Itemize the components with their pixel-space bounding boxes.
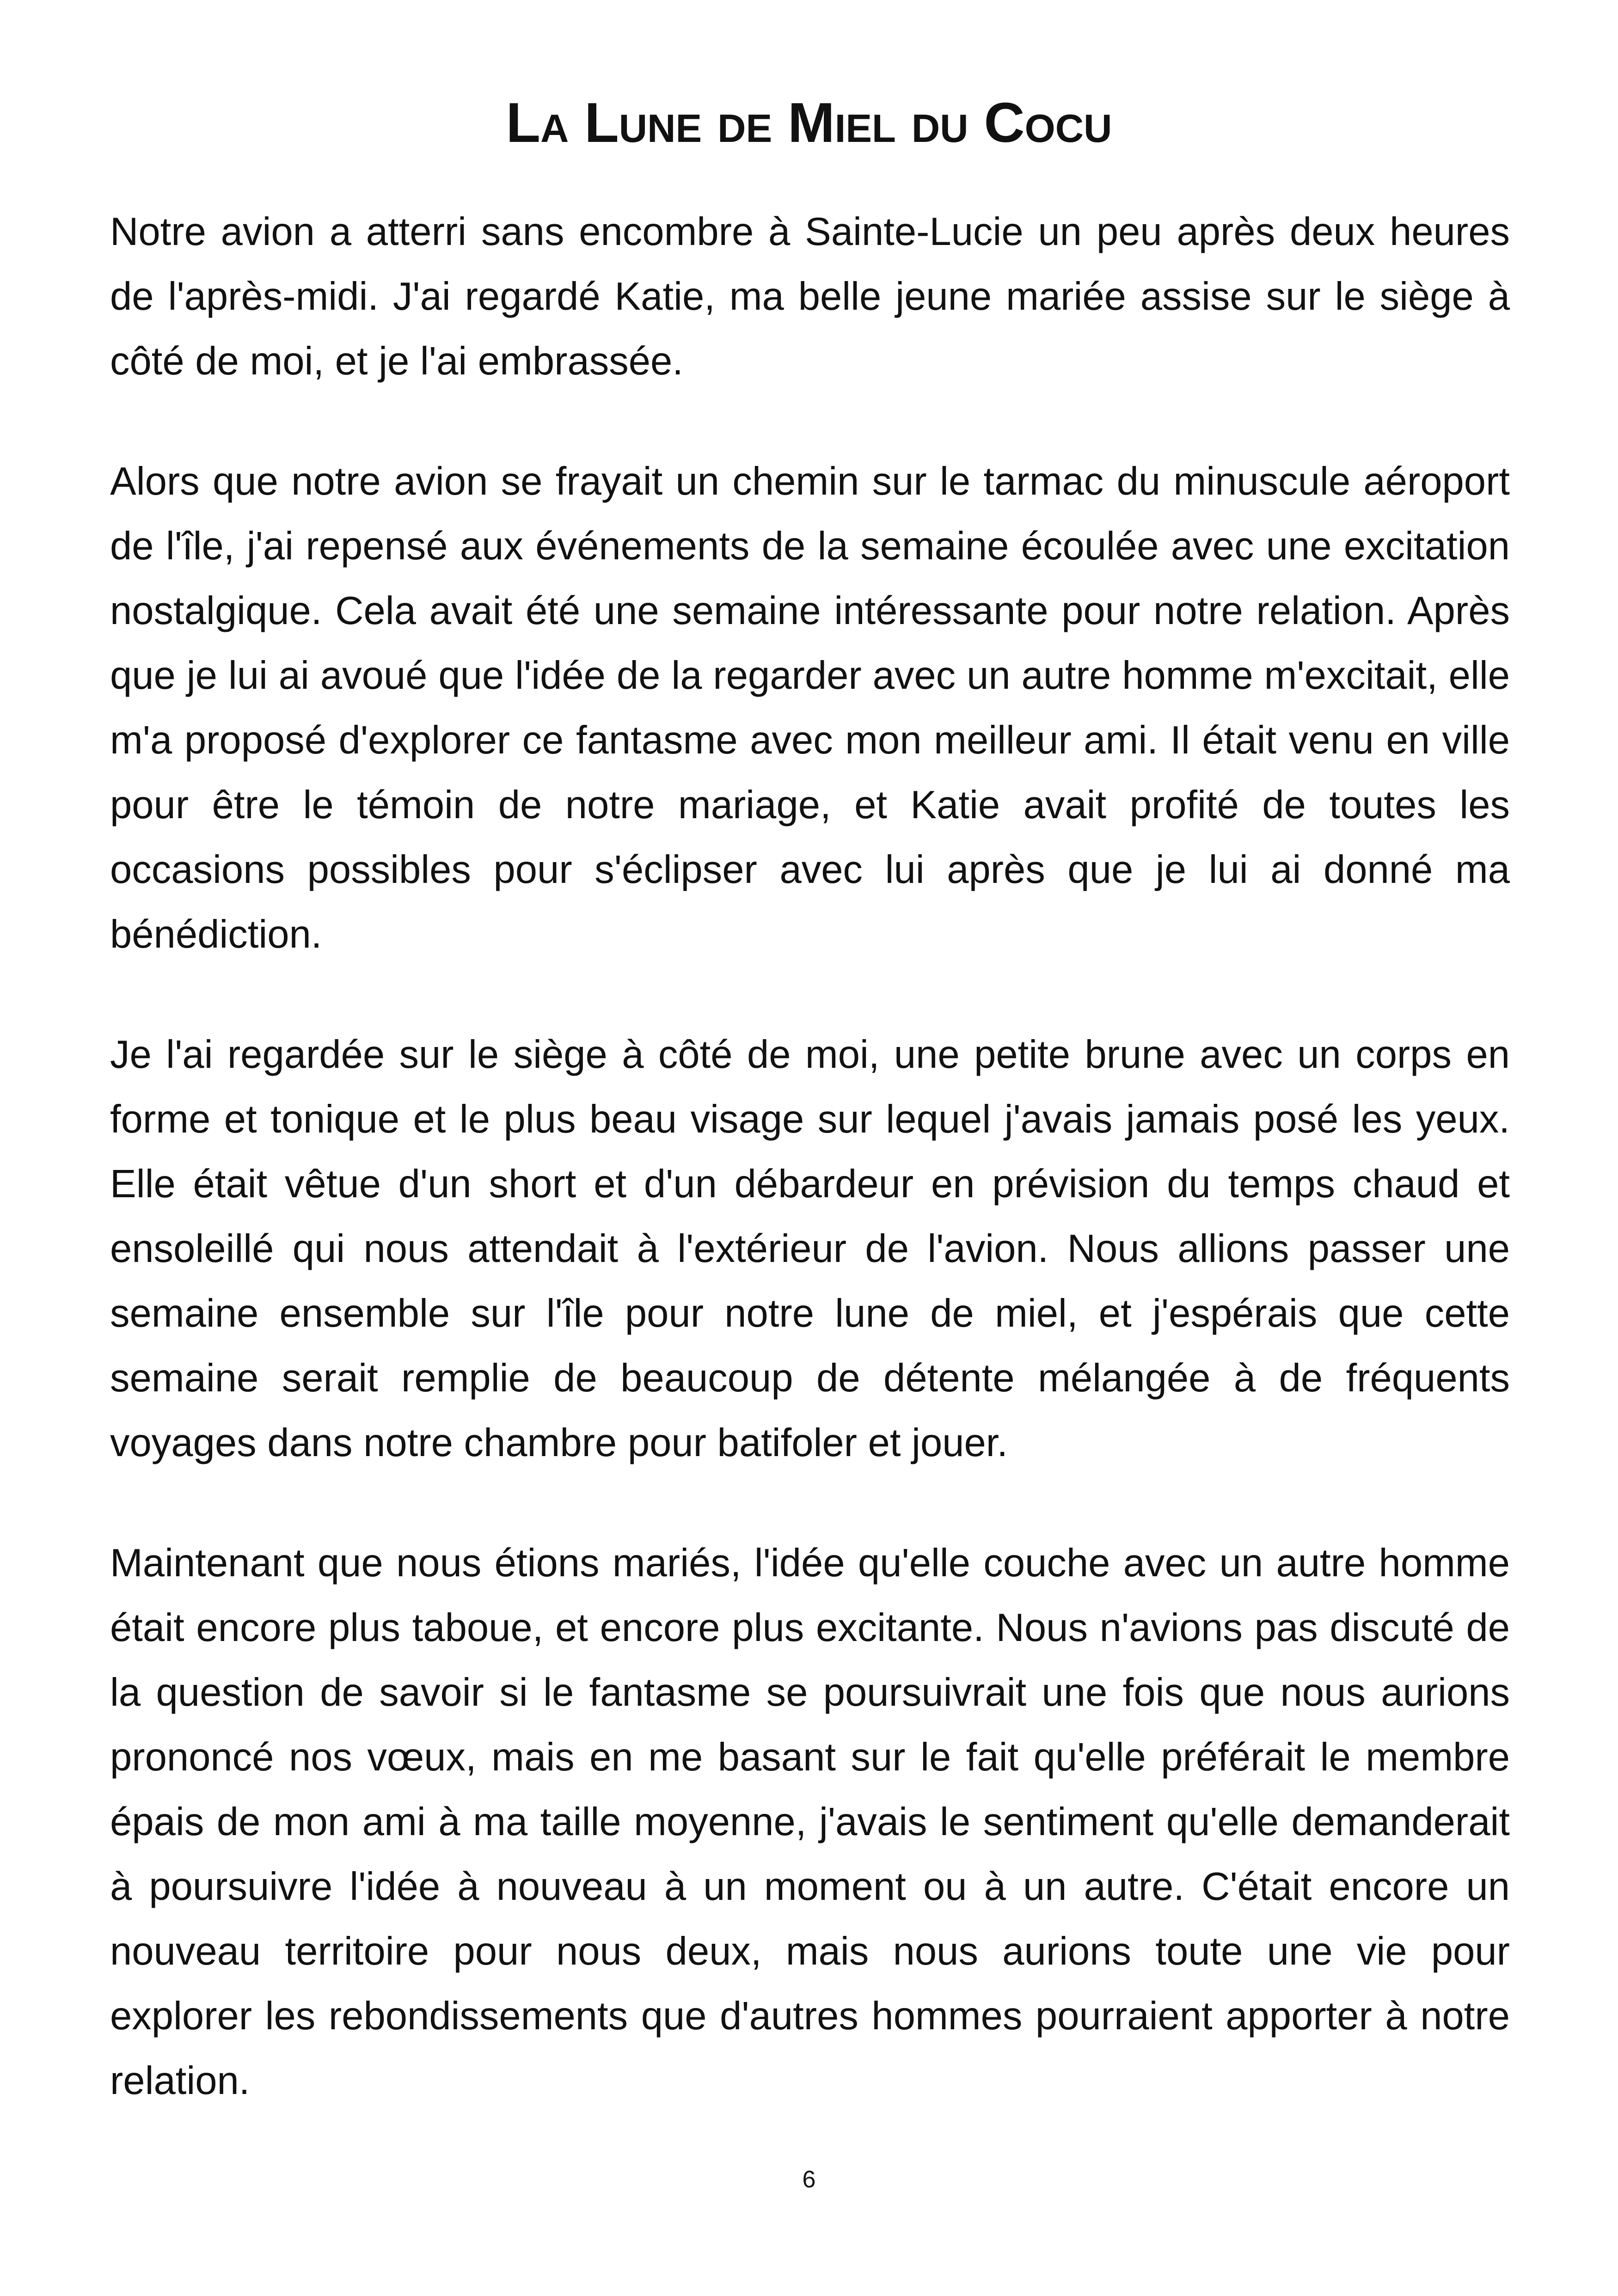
page-number: 6 — [802, 2166, 816, 2193]
paragraph-3: Je l'ai regardée sur le siège à côté de moi, une petite brune avec un corps en forme et tonique et le plus beau visage sur lequel j'avais jamais posé les yeux. Elle était vêtue d'un short et d'un débardeur en prévision du temps chaud et ensoleillé qui nous attendait à l'extérieur de l'avion. Nous allions passer une semaine ensemble sur l'île pour notre lune de miel, et j'espérais que cette semaine serait remplie de beaucoup de détente mélangée à de fréquents voyages dans notre chambre pour batifoler et jouer. — [110, 1033, 1510, 1465]
paragraph-1: Notre avion a atterri sans encombre à Sainte-Lucie un peu après deux heures de l'après-midi. J'ai regardé Katie, ma belle jeune mariée assise sur le siège à côté de moi, et je l'ai embrassée. — [110, 210, 1510, 383]
document-title: La Lune de Miel du Cocu — [506, 91, 1112, 154]
paragraph-2: Alors que notre avion se frayait un chemin sur le tarmac du minuscule aéroport de l'île, j'ai repensé aux événements de la semaine écoulée avec une excitation nostalgique. Cela avait été une semaine intéressante pour notre relation. Après que je lui ai avoué que l'idée de la regarder avec un autre homme m'excitait, elle m'a proposé d'explorer ce fantasme avec mon meilleur ami. Il était venu en ville pour être le témoin de notre mariage, et Katie avait profité de toutes les occasions possibles pour s'éclipser avec lui après que je lui ai donné ma bénédiction. — [110, 459, 1510, 956]
paragraph-4: Maintenant que nous étions mariés, l'idée qu'elle couche avec un autre homme était encore plus taboue, et encore plus excitante. Nous n'avions pas discuté de la question de savoir si le fantasme se poursuivrait une fois que nous aurions prononcé nos vœux, mais en me basant sur le fait qu'elle préférait le membre épais de mon ami à ma taille moyenne, j'avais le sentiment qu'elle demanderait à poursuivre l'idée à nouveau à un moment ou à un autre. C'était encore un nouveau territoire pour nous deux, mais nous aurions toute une vie pour explorer les rebondissements que d'autres hommes pourraient apporter à notre relation. — [110, 1541, 1510, 2103]
document-body — [110, 200, 1510, 2169]
